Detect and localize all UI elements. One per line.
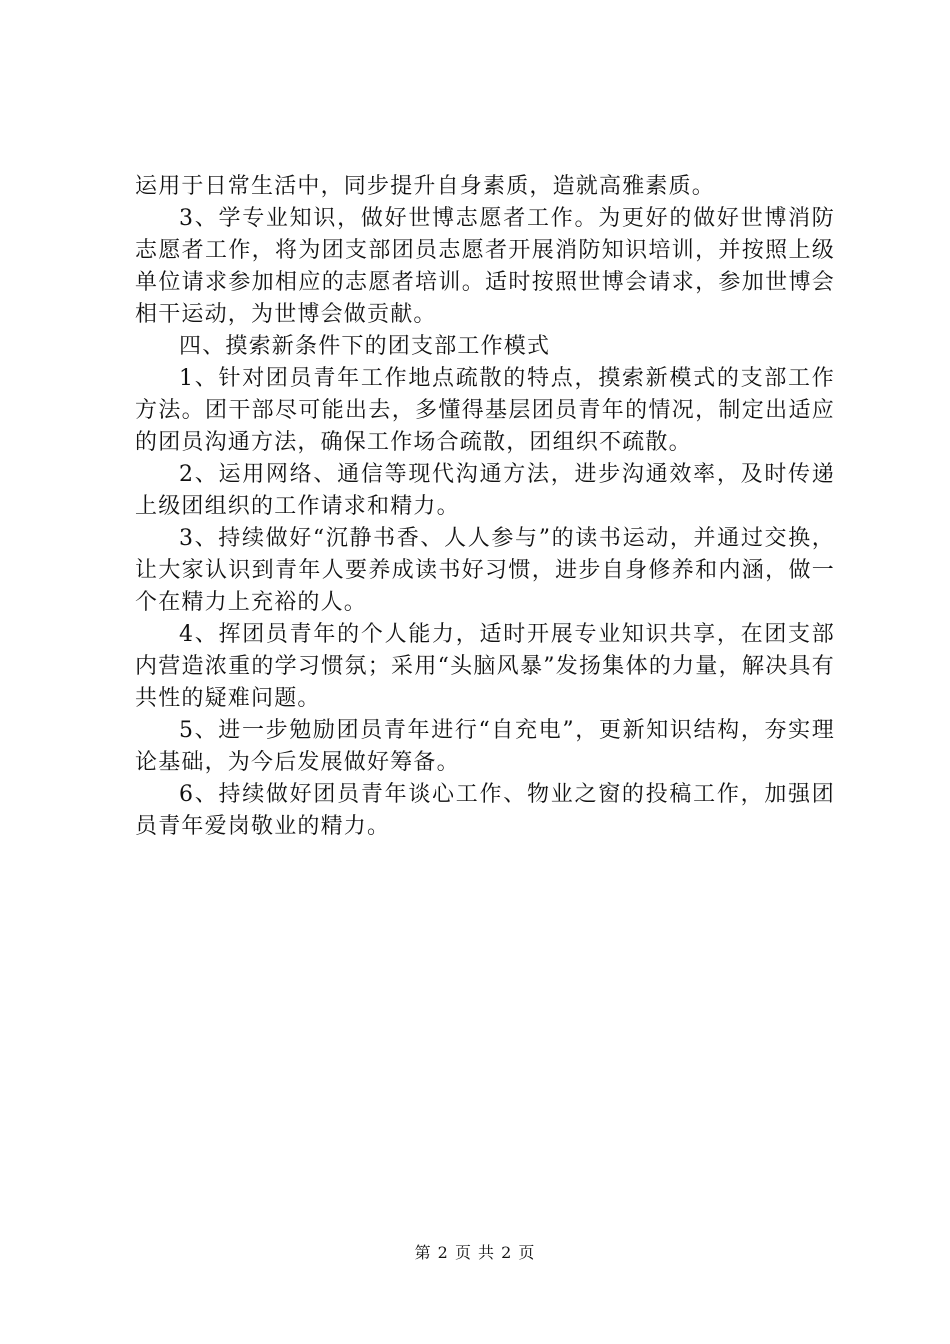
paragraph-continuation: 运用于日常生活中，同步提升自身素质，造就高雅素质。	[135, 174, 716, 199]
paragraph-item-1-work-method: 1、针对团员青年工作地点疏散的特点，摸索新模式的支部工作方法。团干部尽可能出去，多懂得基层团员青年的情况，制定出适应的团员沟通方法，确保工作场合疏散，团组织不疏散。	[135, 366, 835, 455]
section-heading-four: 四、摸索新条件下的团支部工作模式	[179, 334, 551, 359]
paragraph-item-4-knowledge-sharing: 4、挥团员青年的个人能力，适时开展专业知识共享，在团支部内营造浓重的学习惯氛；采用“头脑风暴”发扬集体的力量，解决具有共性的疑难问题。	[135, 622, 835, 711]
paragraph-item-3-reading: 3、持续做好“沉静书香、人人参与”的读书运动，并通过交换，让大家认识到青年人要养成读书好习惯，进步自身修养和内涵，做一个在精力上充裕的人。	[135, 526, 835, 615]
paragraph-item-2-network: 2、运用网络、通信等现代沟通方法，进步沟通效率，及时传递上级团组织的工作请求和精力。	[135, 462, 835, 519]
page-number-footer: 第 2 页 共 2 页	[414, 1243, 536, 1262]
document-body	[135, 171, 835, 843]
paragraph-item-5-self-charging: 5、进一步勉励团员青年进行“自充电”，更新知识结构，夯实理论基础，为今后发展做好筹备。	[135, 718, 835, 775]
paragraph-item-3-expo-volunteer: 3、学专业知识，做好世博志愿者工作。为更好的做好世博消防志愿者工作，将为团支部团员志愿者开展消防知识培训，并按照上级单位请求参加相应的志愿者培训。适时按照世博会请求，参加世博会相干运动，为世博会做贡献。	[135, 206, 835, 327]
paragraph-item-6-heart-talk: 6、持续做好团员青年谈心工作、物业之窗的投稿工作，加强团员青年爱岗敬业的精力。	[135, 782, 835, 839]
